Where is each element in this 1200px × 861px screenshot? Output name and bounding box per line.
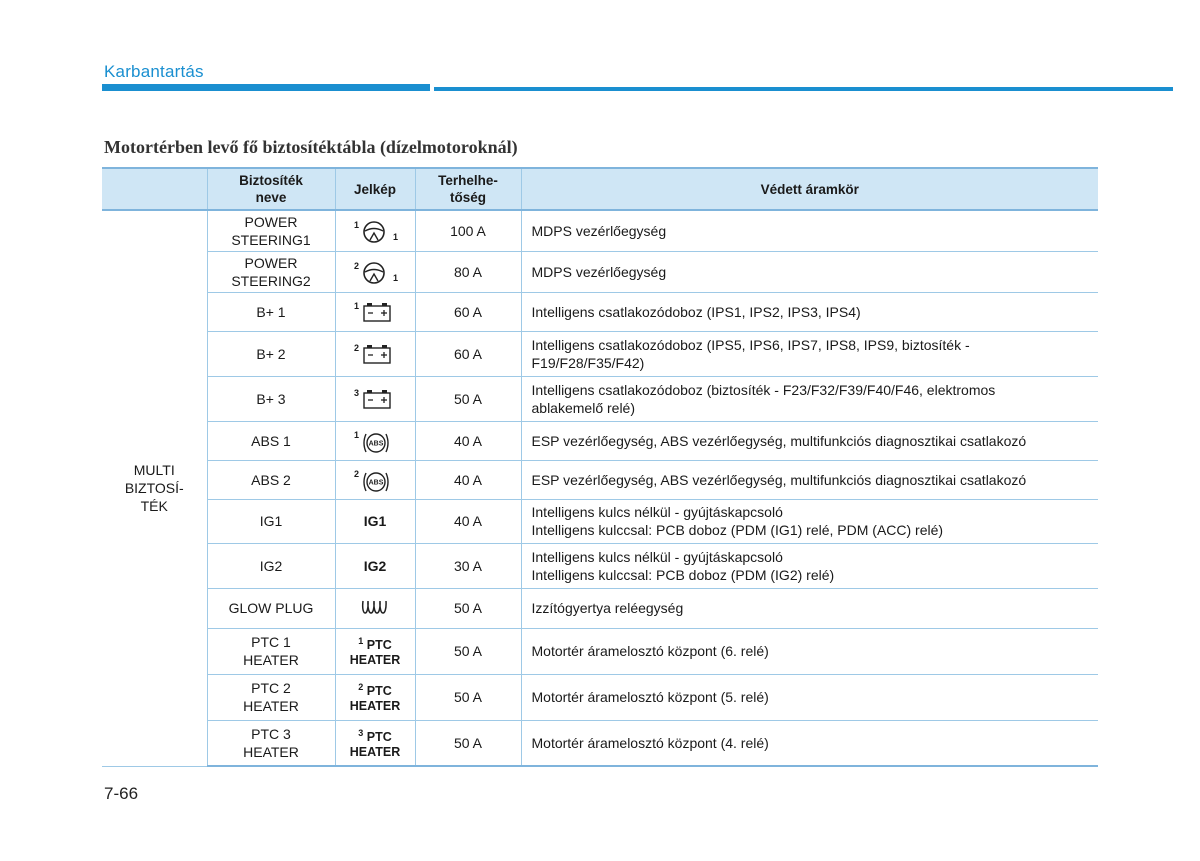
protected-circuit: Izzítógyertya reléegység bbox=[521, 588, 1098, 628]
steering-wheel-icon: 1 1 bbox=[354, 219, 398, 242]
fuse-load: 40 A bbox=[415, 460, 521, 499]
protected-circuit: Intelligens kulcs nélkül - gyújtáskapcsoló Intelligens kulccsal: PCB doboz (PDM (IG1) relé, PDM (ACC) relé) bbox=[521, 499, 1098, 543]
fuse-name: PTC 3 HEATER bbox=[207, 720, 335, 766]
table-title: Motortérben levő fő biztosítéktábla (dízelmotoroknál) bbox=[104, 137, 518, 157]
fuse-name: PTC 2 HEATER bbox=[207, 674, 335, 720]
fuse-load: 50 A bbox=[415, 628, 521, 674]
fuse-load: 50 A bbox=[415, 588, 521, 628]
protected-circuit: MDPS vezérlőegység bbox=[521, 251, 1098, 292]
ptc-heater-symbol: $^1$ PTC HEATER bbox=[349, 635, 401, 668]
header-fuse-name-line2: neve bbox=[255, 190, 287, 205]
fuse-load: 50 A bbox=[415, 720, 521, 766]
symbol-cell bbox=[335, 588, 415, 628]
ptc-heater-symbol: $^2$ PTC HEATER bbox=[349, 681, 401, 714]
group-label-line3: TÉK bbox=[140, 498, 168, 515]
symbol-cell bbox=[335, 720, 415, 766]
protected-circuit: ESP vezérlőegység, ABS vezérlőegység, multifunkciós diagnosztikai csatlakozó bbox=[521, 421, 1098, 460]
symbol-cell bbox=[335, 210, 415, 251]
battery-icon: 1 bbox=[350, 297, 400, 327]
table-header-row bbox=[102, 168, 1098, 210]
symbol-cell bbox=[335, 674, 415, 720]
symbol-cell bbox=[335, 251, 415, 292]
battery-icon: 2 bbox=[350, 339, 400, 369]
header-bar-thin bbox=[434, 87, 1173, 91]
fuse-load: 60 A bbox=[415, 292, 521, 331]
protected-circuit: ESP vezérlőegység, ABS vezérlőegység, multifunkciós diagnosztikai csatlakozó bbox=[521, 460, 1098, 499]
table-row bbox=[102, 499, 1098, 543]
header-load-line1: Terhelhe- bbox=[438, 173, 498, 188]
fuse-load: 40 A bbox=[415, 499, 521, 543]
ig2-symbol: IG2 bbox=[363, 557, 387, 574]
table-row bbox=[102, 674, 1098, 720]
section-title: Karbantartás bbox=[104, 62, 204, 81]
fuse-name: B+ 3 bbox=[207, 376, 335, 421]
fuse-name: POWER STEERING1 bbox=[207, 210, 335, 251]
symbol-cell bbox=[335, 376, 415, 421]
fuse-name: PTC 1 HEATER bbox=[207, 628, 335, 674]
fuse-load: 60 A bbox=[415, 331, 521, 376]
table-row bbox=[102, 292, 1098, 331]
group-cell bbox=[102, 210, 207, 766]
symbol-cell bbox=[335, 460, 415, 499]
fuse-load: 30 A bbox=[415, 543, 521, 588]
abs-icon: 1 ABS bbox=[350, 426, 400, 456]
protected-circuit: Intelligens csatlakozódoboz (IPS5, IPS6, IPS7, IPS8, IPS9, biztosíték - F19/F28/F35/F42) bbox=[521, 331, 1098, 376]
group-label-line2: BIZTOSÍ- bbox=[124, 480, 184, 497]
table-row bbox=[102, 543, 1098, 588]
table-row bbox=[102, 720, 1098, 766]
steering-wheel-icon: 2 1 bbox=[354, 260, 398, 283]
protected-circuit: Motortér áramelosztó központ (5. relé) bbox=[521, 674, 1098, 720]
table-row bbox=[102, 210, 1098, 251]
protected-circuit: MDPS vezérlőegység bbox=[521, 210, 1098, 251]
ptc-heater-symbol: $^3$ PTC HEATER bbox=[349, 727, 401, 759]
header-group bbox=[102, 168, 207, 210]
fuse-load: 50 A bbox=[415, 674, 521, 720]
fuse-name: B+ 2 bbox=[207, 331, 335, 376]
table-row bbox=[102, 251, 1098, 292]
fuse-load: 40 A bbox=[415, 421, 521, 460]
fuse-load: 50 A bbox=[415, 376, 521, 421]
protected-circuit: Intelligens csatlakozódoboz (IPS1, IPS2, IPS3, IPS4) bbox=[521, 292, 1098, 331]
symbol-cell bbox=[335, 331, 415, 376]
header-fuse-name bbox=[207, 168, 335, 210]
ig1-symbol: IG1 bbox=[363, 513, 387, 529]
protected-circuit: Motortér áramelosztó központ (4. relé) bbox=[521, 720, 1098, 766]
battery-icon: 3 bbox=[350, 384, 400, 414]
table-row bbox=[102, 460, 1098, 499]
protected-circuit: Intelligens kulcs nélkül - gyújtáskapcsoló Intelligens kulccsal: PCB doboz (PDM (IG2) relé) bbox=[521, 543, 1098, 588]
svg-text:ABS: ABS bbox=[368, 440, 384, 447]
fuse-table bbox=[102, 167, 1098, 767]
table-row bbox=[102, 628, 1098, 674]
table-row bbox=[102, 588, 1098, 628]
fuse-load: 80 A bbox=[415, 251, 521, 292]
header-load-line2: tőség bbox=[449, 190, 486, 205]
protected-circuit: Intelligens csatlakozódoboz (biztosíték - F23/F32/F39/F40/F46, elektromos ablakemelő relé) bbox=[521, 376, 1098, 421]
header-fuse-name-line1: Biztosíték bbox=[239, 173, 303, 188]
abs-icon: 2 ABS bbox=[350, 465, 400, 495]
svg-text:ABS: ABS bbox=[368, 479, 384, 486]
glow-plug-icon bbox=[350, 593, 400, 623]
fuse-name: ABS 2 bbox=[207, 460, 335, 499]
fuse-load: 100 A bbox=[415, 210, 521, 251]
header-load bbox=[415, 168, 521, 210]
symbol-cell bbox=[335, 421, 415, 460]
table-row bbox=[102, 421, 1098, 460]
fuse-name: B+ 1 bbox=[207, 292, 335, 331]
symbol-cell bbox=[335, 628, 415, 674]
fuse-name: IG2 bbox=[207, 543, 335, 588]
table-row bbox=[102, 376, 1098, 421]
group-label-line1: MULTI bbox=[133, 462, 175, 479]
symbol-cell bbox=[335, 499, 415, 543]
table-row bbox=[102, 331, 1098, 376]
header-bar-thick bbox=[102, 84, 430, 91]
header-symbol: Jelkép bbox=[335, 168, 415, 210]
symbol-cell bbox=[335, 543, 415, 588]
header-circuit: Védett áramkör bbox=[521, 168, 1098, 210]
protected-circuit: Motortér áramelosztó központ (6. relé) bbox=[521, 628, 1098, 674]
fuse-name: ABS 1 bbox=[207, 421, 335, 460]
symbol-cell bbox=[335, 292, 415, 331]
fuse-name: POWER STEERING2 bbox=[207, 251, 335, 292]
page-number: 7-66 bbox=[104, 784, 139, 803]
fuse-name: GLOW PLUG bbox=[207, 588, 335, 628]
fuse-name: IG1 bbox=[207, 499, 335, 543]
